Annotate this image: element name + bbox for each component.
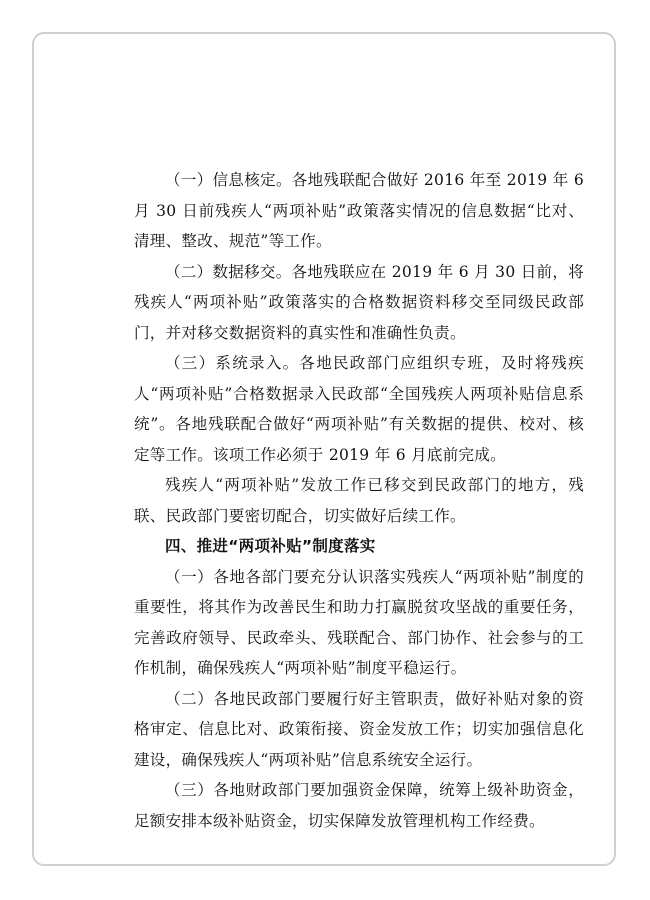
paragraph-data-transfer: （二）数据移交。各地残联应在 2019 年 6 月 30 日前，将残疾人“两项补贴”政策落实的合格数据资料移交至同级民政部门，并对移交数据资料的真实性和准确性负责。 <box>134 262 584 342</box>
paragraph-follow-up: 残疾人“两项补贴”发放工作已移交到民政部门的地方，残联、民政部门要密切配合，切实做好后续工作。 <box>134 476 584 525</box>
document-page <box>32 32 616 866</box>
document-body <box>134 165 584 836</box>
paragraph-system-entry: （三）系统录入。各地民政部门应组织专班，及时将残疾人“两项补贴”合格数据录入民政部“全国残疾人两项补贴信息系统”。各地残联配合做好“两项补贴”有关数据的提供、校对、核定等工作。该项工作必须于 2019 年 6 月底前完成。 <box>134 354 584 464</box>
paragraph-info-verification: （一）信息核定。各地残联配合做好 2016 年至 2019 年 6 月 30 日前残疾人“两项补贴”政策落实情况的信息数据“比对、清理、整改、规范”等工作。 <box>134 171 584 250</box>
paragraph-awareness: （一）各地各部门要充分认识落实残疾人“两项补贴”制度的重要性，将其作为改善民生和助力打赢脱贫攻坚战的重要任务，完善政府领导、民政牵头、残联配合、部门协作、社会参与的工作机制，确保残疾人“两项补贴”制度平稳运行。 <box>134 567 584 677</box>
paragraph-civil-affairs-duty: （二）各地民政部门要履行好主管职责，做好补贴对象的资格审定、信息比对、政策衔接、资金发放工作；切实加强信息化建设，确保残疾人“两项补贴”信息系统安全运行。 <box>134 689 584 769</box>
section-heading: 四、推进“两项补贴”制度落实 <box>165 537 376 555</box>
paragraph-finance-guarantee: （三）各地财政部门要加强资金保障，统筹上级补助资金，足额安排本级补贴资金，切实保障发放管理机构工作经费。 <box>134 781 584 830</box>
